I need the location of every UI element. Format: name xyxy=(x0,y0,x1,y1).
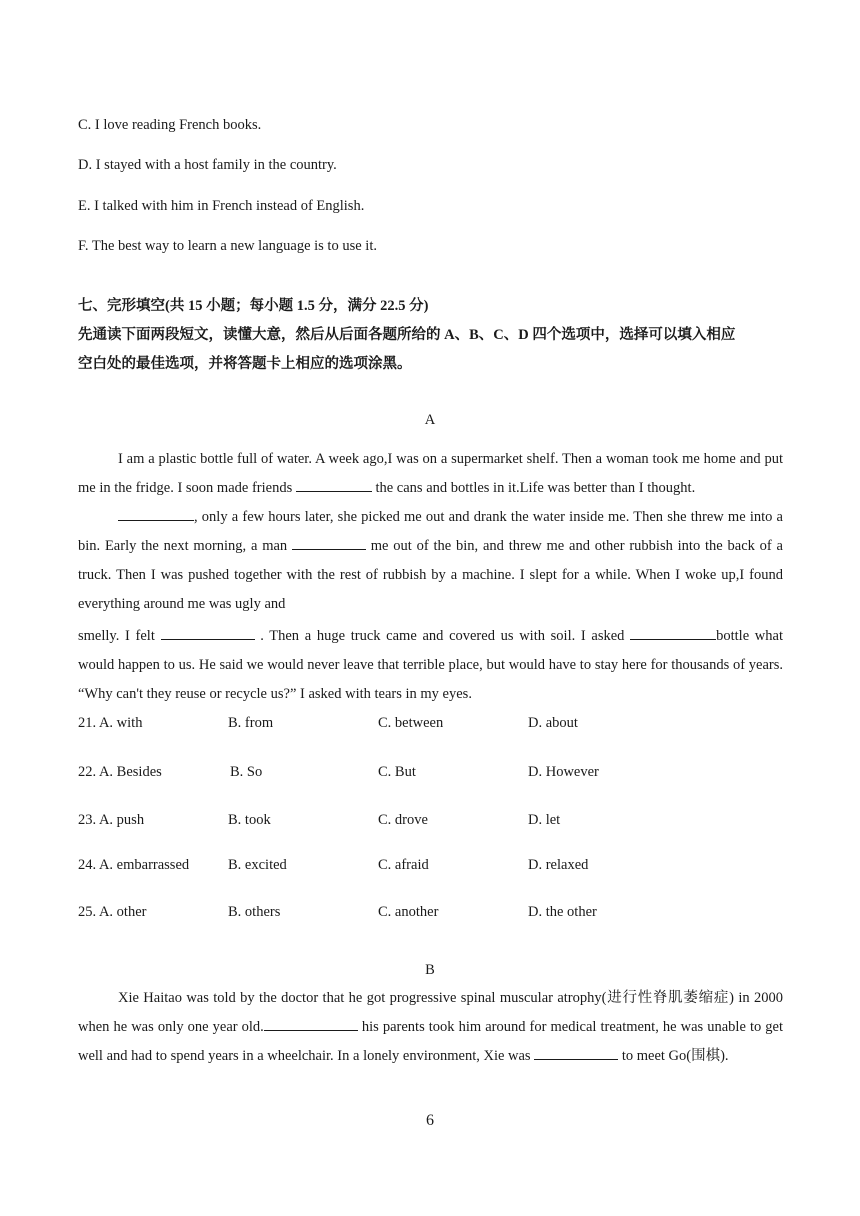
option-f-text: F. The best way to learn a new language is to use it. xyxy=(78,238,377,254)
blank-24 xyxy=(161,625,255,640)
passage-b-label: B xyxy=(425,962,435,978)
question-24 xyxy=(78,857,778,877)
q25-option-b: B. others xyxy=(228,904,281,920)
q24-option-b: B. excited xyxy=(228,857,287,873)
q21-option-c: C. between xyxy=(378,715,444,731)
question-21 xyxy=(78,715,778,735)
q22-option-b: B. So xyxy=(230,764,263,780)
question-25 xyxy=(78,904,778,924)
q22-option-c: C. But xyxy=(378,764,416,780)
q21-option-b: B. from xyxy=(228,715,274,731)
page-number: 6 xyxy=(426,1112,434,1129)
option-d-text: D. I stayed with a host family in the country. xyxy=(78,157,337,173)
question-22 xyxy=(78,764,778,784)
blank-27 xyxy=(534,1045,618,1060)
q23-option-b: B. took xyxy=(228,812,271,828)
blank-26 xyxy=(264,1016,358,1031)
section-instruction-1: 先通读下面两段短文，读懂大意，然后从后面各题所给的 A、B、C、D 四个选项中，选择可以填入相应 xyxy=(78,327,736,343)
q25-option-a: 25. A. other xyxy=(78,904,147,920)
blank-23 xyxy=(292,535,366,550)
blank-25 xyxy=(630,625,716,640)
section-title: 七、完形填空(共 15 小题；每小题 1.5 分，满分 22.5 分) xyxy=(78,298,429,314)
passage-a-label: A xyxy=(424,412,436,428)
q23-option-c: C. drove xyxy=(378,812,428,828)
q22-option-a: 22. A. Besides xyxy=(78,764,162,780)
passage-a-paragraph-1: I am a plastic bottle full of water. A week ago,I was on a supermarket shelf. Then a woman took me home and put me in the fridge. I soon made friends the cans and bottles in it.Life was better than I thought. xyxy=(78,451,783,496)
q25-option-c: C. another xyxy=(378,904,439,920)
section-instruction-2: 空白处的最佳选项，并将答题卡上相应的选项涂黑。 xyxy=(78,356,412,372)
q23-option-a: 23. A. push xyxy=(78,812,145,828)
blank-21 xyxy=(296,477,372,492)
option-c-text: C. I love reading French books. xyxy=(78,117,262,133)
option-e-text: E. I talked with him in French instead of English. xyxy=(78,198,365,214)
passage-a-paragraph-2: , only a few hours later, she picked me out and drank the water inside me. Then she threw me into a bin. Early the next morning, a man me out of the bin, and threw me and other rubbish into the back of a truck. Then I was pushed together with the rest of rubbish by a machine. I slept for a while. When I woke up,I found everything around me was ugly and xyxy=(78,503,783,619)
q21-option-d: D. about xyxy=(528,715,578,731)
q24-option-d: D. relaxed xyxy=(528,857,589,873)
q25-option-d: D. the other xyxy=(528,904,597,920)
q23-option-d: D. let xyxy=(528,812,561,828)
blank-22 xyxy=(118,506,194,521)
q24-option-c: C. afraid xyxy=(378,857,429,873)
q21-option-a: 21. A. with xyxy=(78,715,143,731)
q22-option-d: D. However xyxy=(528,764,599,780)
q24-option-a: 24. A. embarrassed xyxy=(78,857,190,873)
question-23 xyxy=(78,812,778,832)
passage-b-paragraph-1: Xie Haitao was told by the doctor that he got progressive spinal muscular atrophy(进行性脊肌萎缩症) in 2000 when he was only one year old. his parents took him around for medical treatment, he was unable to get well and had to spend years in a wheelchair. In a lonely environment, Xie was to meet Go(围棋). xyxy=(78,990,783,1064)
passage-a-paragraph-3: smelly. I felt . Then a huge truck came and covered us with soil. I asked bottle what would happen to us. He said we would never leave that terrible place, but would have to stay here for thousands of years. “Why can't they reuse or recycle us?” I asked with tears in my eyes. xyxy=(78,622,783,709)
